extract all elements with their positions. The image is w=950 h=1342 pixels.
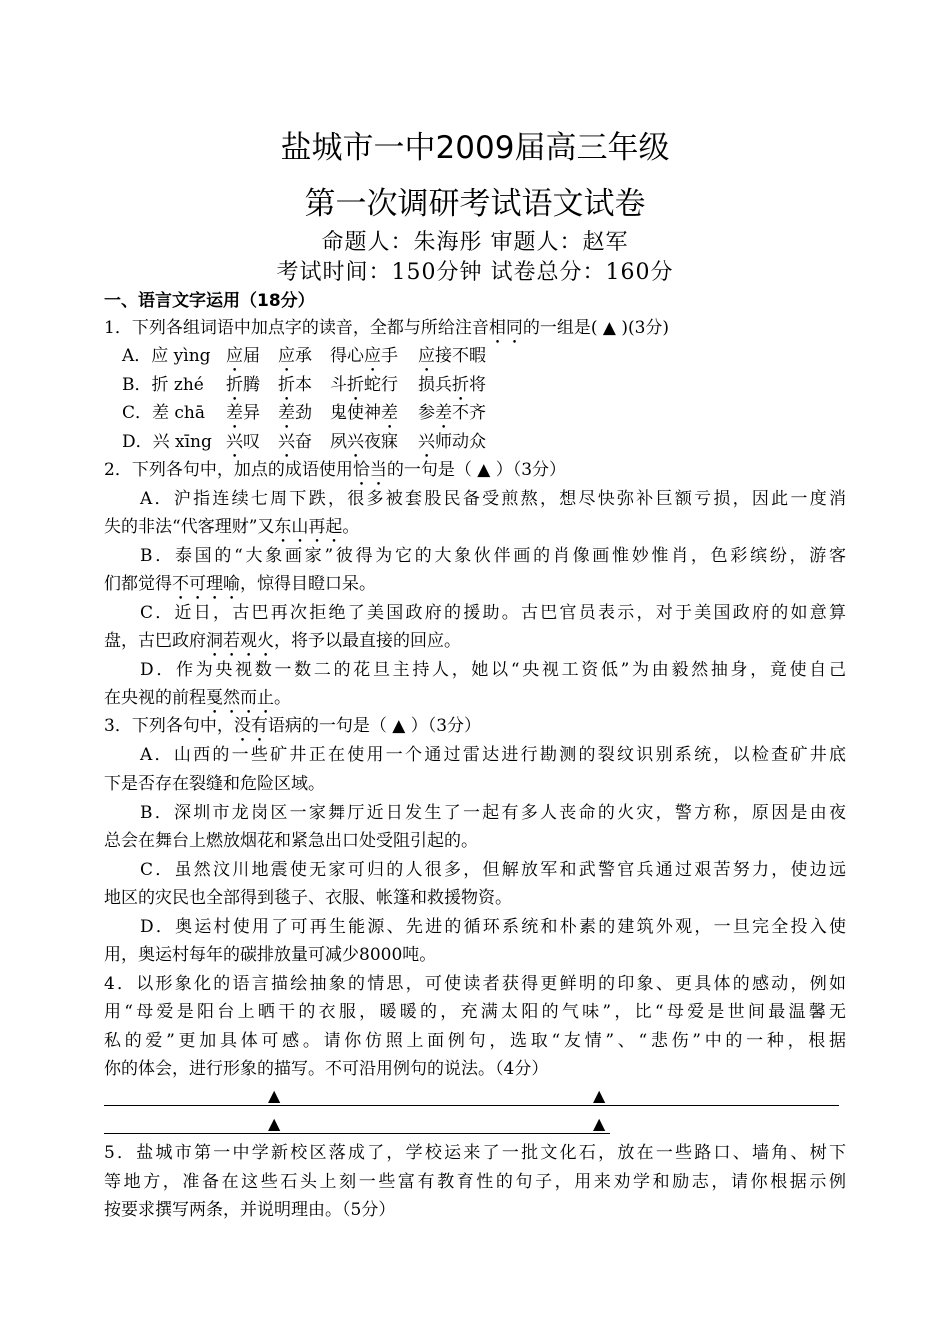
q2-a-tail: 。 (342, 517, 360, 537)
q1-emphasized-char: 兴 (418, 431, 435, 452)
q1-emphasized-char: 差 (278, 403, 295, 423)
q4-line-3: 私的爱”更加具体可感。请你仿照上面例句，选取“友情”、“悲伤”中的一种，根据 (104, 1031, 846, 1051)
q1-word-part: 劲 (295, 403, 312, 423)
q2-stem-tail: 的一句是（ ▲ ）（3分） (386, 460, 567, 480)
answer-marker: ▲ (268, 1114, 281, 1133)
q1-word-part: 蛇行 (364, 374, 398, 395)
q1-option-label: A．应 yìng (122, 346, 211, 366)
q2-d-tail: 。 (274, 688, 291, 708)
q5-line-1: 5．盐城市第一中学新校区落成了，学校运来了一批文化石，放在一些路口、墙角、树下 (104, 1143, 846, 1163)
answer-line-1[interactable] (104, 1105, 839, 1106)
q1-word-part: 本 (295, 374, 312, 395)
q3-option-d-line2: 用，奥运村每年的碳排放量可减少8000吨。 (104, 945, 437, 965)
q1-word-part: 承 (295, 346, 312, 366)
q1-emphasized-char: 折 (347, 374, 364, 395)
q1-emphasized-char: 应 (418, 346, 435, 366)
q2-stem-emphasis: 恰当 (352, 460, 387, 480)
section-heading: 一、语言文字运用（18分） (104, 291, 315, 311)
q1-word-part: 届 (243, 346, 260, 366)
q1-emphasized-char: 折 (226, 374, 243, 395)
answer-line-2[interactable] (104, 1133, 610, 1134)
q2-b-idiom: 不可理喻 (172, 574, 240, 594)
q5-line-2: 等地方，准备在这些石头上刻一些富有教育性的句子，用来劝学和励志，请你根据示例 (104, 1172, 846, 1192)
q4-line-4: 你的体会，进行形象的描写。不可沿用例句的说法。（4分） (104, 1059, 549, 1079)
q1-word-part: 损兵 (418, 374, 452, 395)
q1-emphasized-char: 兴 (347, 431, 364, 452)
q1-emphasized-char: 差 (435, 403, 452, 423)
q3-stem-tail: 语病的一句是（ ▲ ）（3分） (267, 716, 482, 736)
q1-word-part: 叹 (243, 431, 260, 452)
q1-option-label: C．差 chā (122, 403, 206, 423)
q5-line-3: 按要求撰写两条，并说明理由。（5分） (104, 1200, 396, 1220)
q2-a-text: 失的非法“代客理财”又 (104, 517, 275, 537)
q3-option-d-line1: D．奥运村使用了可再生能源、先进的循环系统和朴素的建筑外观，一旦完全投入使 (140, 917, 846, 937)
q1-emphasized-char: 兴 (278, 431, 295, 452)
authors-line: 命题人：朱海彤 审题人：赵军 (321, 230, 629, 255)
q1-word-part: 夙 (330, 431, 347, 452)
q1-emphasized-char: 折 (278, 374, 295, 395)
q1-emphasized-char: 差 (381, 403, 398, 423)
q3-option-a-line2: 下是否存在裂缝和危险区域。 (104, 774, 325, 794)
q2-option-b-line1: B．泰国的“大象画家”彼得为它的大象伙伴画的肖像画惟妙惟肖，色彩缤纷，游客 (140, 546, 846, 566)
q3-option-b-line2: 总会在舞台上燃放烟花和紧急出口处受阻引起的。 (104, 831, 478, 851)
q1-stem-text: 1．下列各组词语中加点字的读音，全都与所给注音 (104, 318, 489, 338)
q3-stem-text: 3．下列各句中， (104, 716, 234, 736)
q2-a-idiom: 东山再起 (274, 517, 343, 537)
q1-word-part: 腾 (243, 374, 260, 395)
q1-emphasized-char: 兴 (226, 431, 243, 452)
q2-d-text: 在央视的前程 (104, 688, 206, 708)
q2-b-tail: ，惊得目瞪口呆。 (240, 574, 376, 594)
q1-emphasized-char: 应 (364, 346, 381, 366)
answer-marker: ▲ (593, 1086, 606, 1105)
q1-word-part: 不齐 (452, 403, 486, 423)
q1-emphasized-char: 应 (226, 346, 243, 366)
title-line-1: 盐城市一中2009届高三年级 (280, 130, 670, 166)
q2-c-text: 盘，古巴政府 (104, 631, 206, 651)
q1-emphasized-char: 应 (278, 346, 295, 366)
q1-word-part: 接不暇 (435, 346, 486, 366)
q3-option-b-line1: B．深圳市龙岗区一家舞厅近日发生了一起有多人丧命的火灾，警方称，原因是由夜 (140, 803, 846, 823)
q3-option-c-line2: 地区的灾民也全部得到毯子、衣服、帐篷和救援物资。 (104, 888, 512, 908)
q2-option-c-line1: C．近日，古巴再次拒绝了美国政府的援助。古巴官员表示，对于美国政府的如意算 (140, 603, 846, 623)
q2-c-idiom: 洞若观火 (206, 631, 274, 651)
q1-word-part: 夜寐 (364, 431, 398, 452)
title-line-2: 第一次调研考试语文试卷 (304, 186, 646, 222)
q1-stem-emphasis: 相同 (488, 318, 523, 338)
q2-d-idiom: 戛然而止 (206, 688, 274, 708)
q2-c-tail: ，将予以最直接的回应。 (274, 631, 461, 651)
q3-stem-emphasis: 没有 (233, 716, 268, 736)
q2-stem-text: 2．下列各句中，加点的成语使用 (104, 460, 353, 480)
q1-word-part: 参 (418, 403, 435, 423)
q2-option-a-line1: A．沪指连续七周下跌，很多被套股民备受煎熬，想尽快弥补巨额亏损，因此一度消 (140, 489, 846, 509)
q1-word-part: 将 (469, 374, 486, 395)
exam-info-line: 考试时间：150分钟 试卷总分：160分 (276, 260, 674, 285)
q1-stem-tail: 的一组是( ▲ )(3分) (522, 318, 670, 338)
q1-emphasized-char: 折 (452, 374, 469, 395)
q3-option-c-line1: C．虽然汶川地震使无家可归的人很多，但解放军和武警官兵通过艰苦努力，使边远 (140, 860, 846, 880)
q3-option-a-line1: A．山西的一些矿井正在使用一个通过雷达进行勘测的裂纹识别系统，以检查矿井底 (140, 745, 846, 765)
q1-word-part: 手 (381, 346, 398, 366)
q1-word-part: 师动众 (435, 431, 486, 452)
answer-marker: ▲ (593, 1114, 606, 1133)
q2-b-text: 们都觉得 (104, 574, 172, 594)
q1-word-part: 得心 (330, 346, 364, 366)
q1-word-part: 异 (243, 403, 260, 423)
q1-word-part: 斗 (330, 374, 347, 395)
q1-word-part: 鬼使神 (330, 403, 381, 423)
answer-marker: ▲ (268, 1086, 281, 1105)
q4-line-2: 用“母爱是阳台上晒干的衣服，暖暖的，充满太阳的气味”，比“母爱是世间最温馨无 (104, 1002, 846, 1022)
q4-line-1: 4．以形象化的语言描绘抽象的情思，可使读者获得更鲜明的印象、更具体的感动，例如 (104, 974, 846, 994)
q1-emphasized-char: 差 (226, 403, 243, 423)
q1-word-part: 奋 (295, 431, 312, 452)
q1-option-label: D．兴 xīng (122, 431, 212, 452)
q2-option-d-line1: D．作为央视数一数二的花旦主持人，她以“央视工资低”为由毅然抽身，竟使自己 (140, 660, 846, 680)
q1-option-label: B．折 zhé (122, 374, 204, 395)
